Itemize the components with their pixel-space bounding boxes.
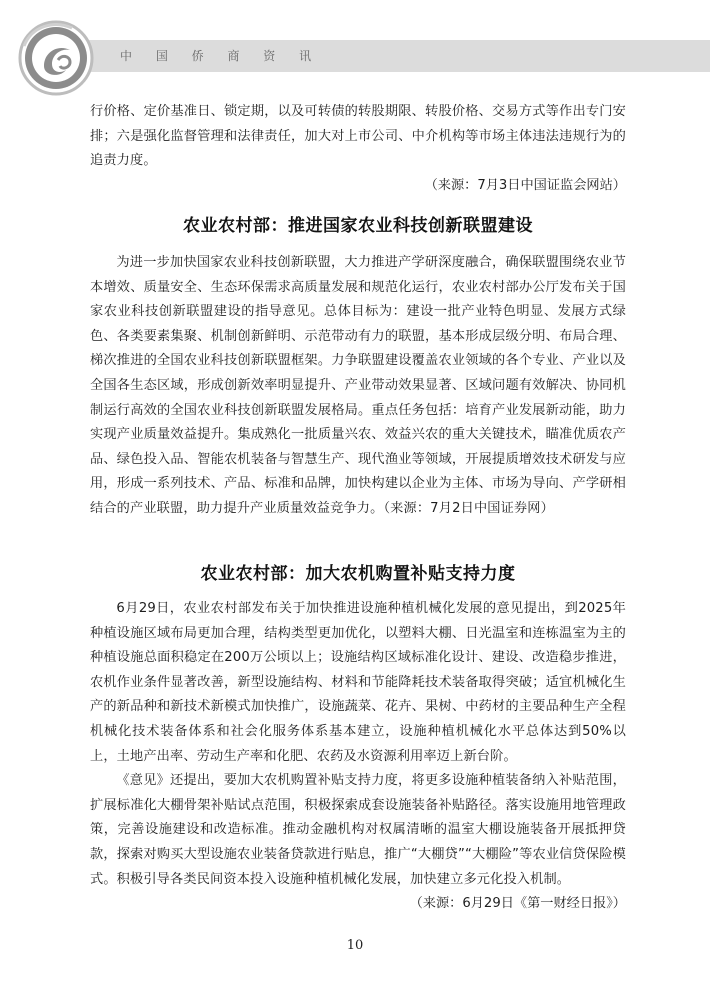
intro-block: [90, 100, 626, 198]
section-2-body: [90, 597, 626, 917]
section-2-paragraph-1: 6月29日，农业农村部发布关于加快推进设施种植机械化发展的意见提出，到2025年种植设施区域布局更加合理，结构类型更加优化，以塑料大棚、日光温室和连栋温室为主的种植设施总面积稳定在200万公顷以上；设施结构区域标准化设计、建设、改造稳步推进，农机作业条件显著改善，新型设施结构、材料和节能降耗技术装备取得突破；适宜机械化生产的新品种和新技术新模式加快推广，设施蔬菜、花卉、果树、中药材的主要品种生产全程机械化技术装备体系和社会化服务体系基本建立，设施种植机械化水平总体达到50%以上，土地产出率、劳动生产率和化肥、农药及水资源利用率迈上新台阶。: [90, 601, 626, 764]
section-1-source: （来源：7月2日中国证券网）: [383, 500, 554, 516]
section-1-text: 为进一步加快国家农业科技创新联盟，大力推进产学研深度融合，确保联盟围绕农业节本增效、质量安全、生态环保需求高质量发展和规范化运行，农业农村部办公厅发布关于国家农业科技创新联盟建设的指导意见。总体目标为：建设一批产业特色明显、发展方式绿色、各类要素集聚、机制创新鲜明、示范带动有力的联盟，基本形成层级分明、布局合理、梯次推进的全国农业科技创新联盟框架。力争联盟建设覆盖农业领域的各个专业、产业以及全国各生态区域，形成创新效率明显提升、产业带动效果显著、区域问题有效解决、协同机制运行高效的全国农业科技创新联盟发展格局。重点任务包括：培育产业发展新动能，助力实现产业质量效益提升。集成熟化一批质量兴农、效益兴农的重大关键技术，瞄准优质农产品、绿色投入品、智能农机装备与智慧生产、现代渔业等领域，开展提质增效技术研发与应用，形成一系列技术、产品、标准和品牌，加快构建以企业为主体、市场为导向、产学研相结合的产业联盟，助力提升产业质量效益竞争力。: [90, 255, 626, 516]
header-title: 中 国 侨 商 资 讯: [120, 49, 322, 63]
section-title-1: 农业农村部：推进国家农业科技创新联盟建设: [183, 216, 533, 236]
section-1-paragraph: [90, 251, 626, 522]
page-number: 10: [346, 938, 364, 953]
section-1-body: [90, 251, 626, 522]
intro-source: （来源：7月3日中国证监会网站）: [424, 177, 626, 193]
section-title-2: 农业农村部：加大农机购置补贴支持力度: [200, 564, 516, 584]
intro-paragraph: 行价格、定价基准日、锁定期，以及可转债的转股期限、转股价格、交易方式等作出专门安排；六是强化监督管理和法律责任，加大对上市公司、中介机构等市场主体违法违规行为的追责力度。: [90, 104, 626, 169]
section-2-paragraph-2: 《意见》还提出，要加大农机购置补贴支持力度，将更多设施种植装备纳入补贴范围，扩展标准化大棚骨架补贴试点范围，积极探索成套设施装备补贴路径。落实设施用地管理政策，完善设施建设和改造标准。推动金融机构对权属清晰的温室大棚设施装备开展抵押贷款，探索对购买大型设施农业装备贷款进行贴息，推广“大棚贷”“大棚险”等农业信贷保险模式。积极引导各类民间资本投入设施种植机械化发展，加快建立多元化投入机制。: [90, 773, 626, 887]
section-2-source: （来源：6月29日《第一财经日报》）: [409, 896, 626, 912]
chamber-logo: [14, 16, 98, 100]
